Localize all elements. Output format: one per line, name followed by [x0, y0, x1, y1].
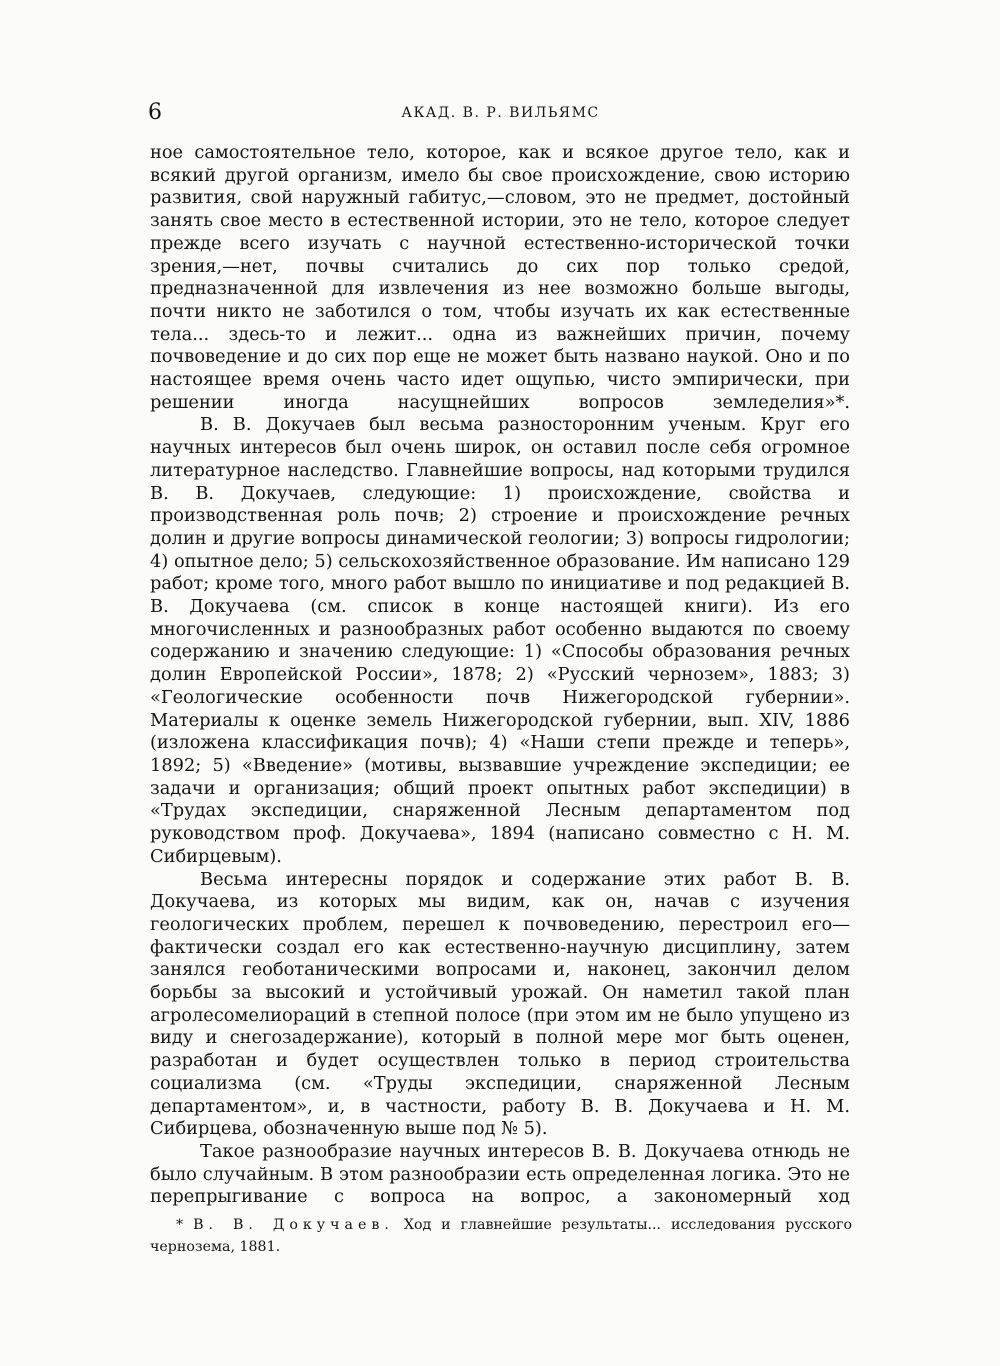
- page-number: 6: [148, 100, 162, 125]
- page-header: [148, 100, 853, 126]
- footnote-author: В. В. Докучаев.: [193, 1217, 394, 1233]
- paragraph-order-of-works: Весьма интересны порядок и содержание этих работ В. В. Докучаева, из которых мы видим, как он, начав с изучения геологических проблем, перешел к почвоведению, перестроил его—фактически создал его как естественно-научную дисциплину, затем занялся геоботаническими вопросами и, наконец, закончил делом борьбы за высокий и устойчивый урожай. Он наметил такой план агролесомелиораций в степной полосе (при этом им не было упущено из виду и снегозадержание), который в полной мере мог быть оценен, разработан и будет осуществлен только в период строительства социализма (см. «Труды экспедиции, снаряженной Лесным департаментом», и, в частности, работу В. В. Докучаева и Н. М. Сибирцева, обозначенную выше под № 5).: [150, 868, 850, 1140]
- paragraph-dokuchaev-interests: В. В. Докучаев был весьма разносторонним ученым. Круг его научных интересов был очень широк, он оставил после себя огромное литературное наследство. Главнейшие вопросы, над которыми трудился В. В. Докучаев, следующие: 1) происхождение, свойства и производственная роль почв; 2) строение и происхождение речных долин и другие вопросы динамической геологии; 3) вопросы гидрологии; 4) опытное дело; 5) сельскохозяйственное образование. Им написано 129 работ; кроме того, много работ вышло по инициативе и под редакцией В. В. Докучаева (см. список в конце настоящей книги). Из его многочисленных и разнообразных работ особенно выдаются по своему содержанию и значению следующие: 1) «Способы образования речных долин Европейской России», 1878; 2) «Русский чернозем», 1883; 3) «Геологические особенности почв Нижегородской губернии». Материалы к оценке земель Нижегородской губернии, вып. XIV, 1886 (изложена классификация почв); 4) «Наши степи прежде и теперь», 1892; 5) «Введение» (мотивы, вызвавшие учреждение экспедиции; ее задачи и организация; общий проект опытных работ экспедиции) в «Трудах экспедиции, снаряженной Лесным департаментом под руководством проф. Докучаева», 1894 (написано совместно с Н. М. Сибирцевым).: [150, 414, 850, 867]
- main-text: [150, 142, 850, 1209]
- footnote-text: Ход и главнейшие результаты... исследования русского чернозема, 1881.: [150, 1217, 853, 1255]
- footnote-marker: *: [176, 1217, 184, 1233]
- footnote: [150, 1214, 852, 1258]
- running-title: АКАД. В. Р. ВИЛЬЯМС: [401, 105, 600, 121]
- paragraph-continuation: ное самостоятельное тело, которое, как и всякое другое тело, как и всякий другой организм, имело бы свое происхождение, свою историю развития, свой наружный габитус,—словом, это не предмет, достойный занять свое место в естественной истории, это не тело, которое следует прежде всего изучать с научной естественно-исторической точки зрения,—нет, почвы считались до сих пор только средой, предназначенной для извлечения из нее возможно больше выгоды, почти никто не заботился о том, чтобы изучать их как естественные тела... здесь-то и лежит... одна из важнейших причин, почему почвоведение и до сих пор еще не может быть названо наукой. Оно и по настоящее время очень часто идет ощупью, чисто эмпирически, при решении иногда насущнейших вопросов земледелия»*.: [150, 142, 850, 413]
- paragraph-variety-of-interests: Такое разнообразие научных интересов В. В. Докучаева отнюдь не было случайным. В этом разнообразии есть определенная логика. Это не перепрыгивание с вопроса на вопрос, а закономерный ход: [150, 1140, 850, 1208]
